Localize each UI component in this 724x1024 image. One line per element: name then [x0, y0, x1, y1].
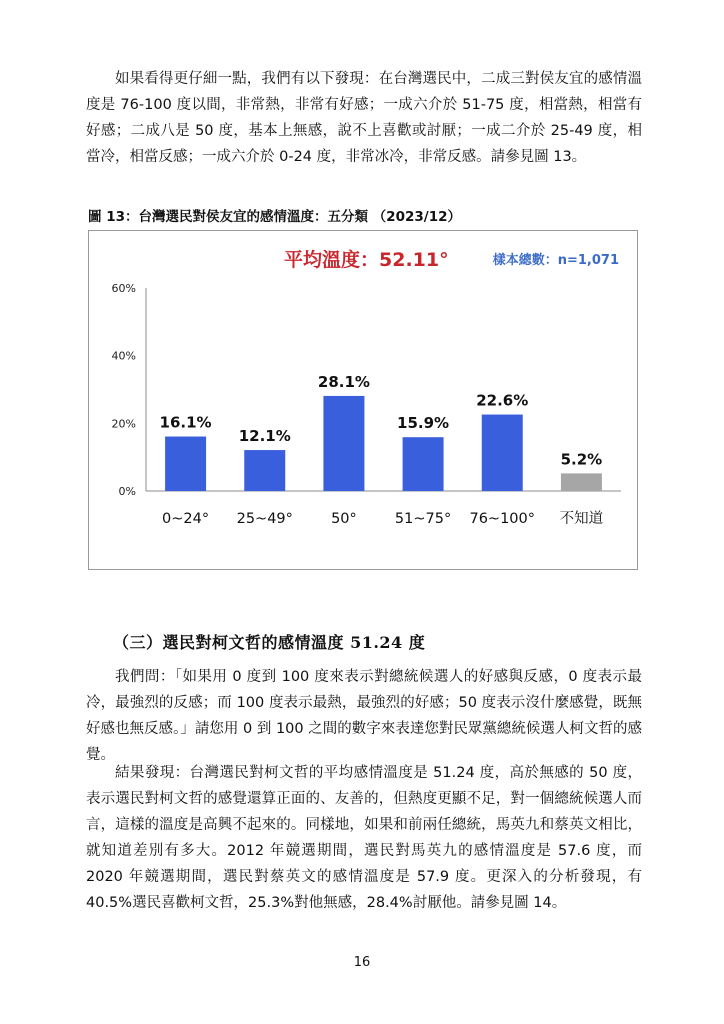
bar: [244, 450, 285, 491]
result-paragraph: 結果發現：台灣選民對柯文哲的平均感情溫度是 51.24 度，高於無感的 50 度，表示選民對柯文哲的感覺還算正面的、友善的，但熱度更顯不足，對一個總統候選人而言，這樣的溫度是高興不起來的。同樣地，如果和前兩任總統，馬英九和蔡英文相比，就知道差別有多大。2012 年競選期間，選民對馬英九的感情溫度是 57.6 度，而 2020 年競選期間，選民對蔡英文的感情溫度是 57.9 度。更深入的分析發現，有 40.5%選民喜歡柯文哲，25.3%對他無感，28.4%討厭他。請參見圖 14。: [86, 765, 642, 911]
data-label: 5.2%: [560, 450, 603, 469]
sample-size-annotation: 樣本總數：n=1,071: [492, 253, 619, 268]
y-tick-label: 60%: [111, 282, 136, 295]
page-number: 16: [353, 955, 371, 970]
x-tick-label: 不知道: [559, 511, 604, 527]
figure-caption: 圖 13：台灣選民對侯友宜的感情溫度：五分類 （2023/12）: [88, 209, 461, 225]
bar: [561, 473, 602, 491]
data-label: 28.1%: [317, 372, 370, 391]
average-temperature-annotation: 平均溫度：52.11°: [284, 249, 449, 271]
data-label: 16.1%: [159, 413, 212, 432]
data-label: 22.6%: [476, 391, 529, 410]
y-tick-label: 40%: [111, 349, 136, 363]
x-tick-label: 51~75°: [394, 511, 452, 527]
x-tick-label: 25~49°: [236, 511, 293, 527]
bar: [323, 396, 364, 491]
bar: [403, 437, 444, 491]
intro-paragraph: 如果看得更仔細一點，我們有以下發現：在台灣選民中，二成三對侯友宜的感情溫度是 76-100 度以間，非常熱，非常有好感；一成六介於 51-75 度，相當熱，相當有好感；二成八是 50 度，基本上無感，說不上喜歡或討厭；一成二介於 25-49 度，相當冷，相當反感；一成六介於 0-24 度，非常冰冷，非常反感。請參見圖 13。: [86, 71, 642, 165]
bar: [482, 415, 523, 491]
bar: [165, 437, 206, 491]
x-tick-label: 50°: [331, 511, 357, 527]
data-label: 15.9%: [397, 414, 450, 433]
question-paragraph: 我們問：「如果用 0 度到 100 度來表示對總統候選人的好感與反感，0 度表示最冷，最強烈的反感；而 100 度表示最熱，最強烈的好感；50 度表示沒什麼感覺，既無好感也無反感。」請您用 0 到 100 之間的數字來表達您對民眾黨總統候選人柯文哲的感覺。: [86, 669, 642, 763]
chart-frame: [88, 230, 638, 570]
x-tick-label: 0~24°: [162, 511, 210, 527]
y-tick-label: 20%: [111, 417, 136, 431]
section-heading: （三）選民對柯文哲的感情溫度 51.24 度: [113, 633, 426, 652]
bar-chart: [89, 231, 637, 569]
data-label: 12.1%: [238, 427, 291, 446]
x-tick-label: 76~100°: [469, 511, 536, 527]
y-tick-label: 0%: [118, 485, 136, 498]
